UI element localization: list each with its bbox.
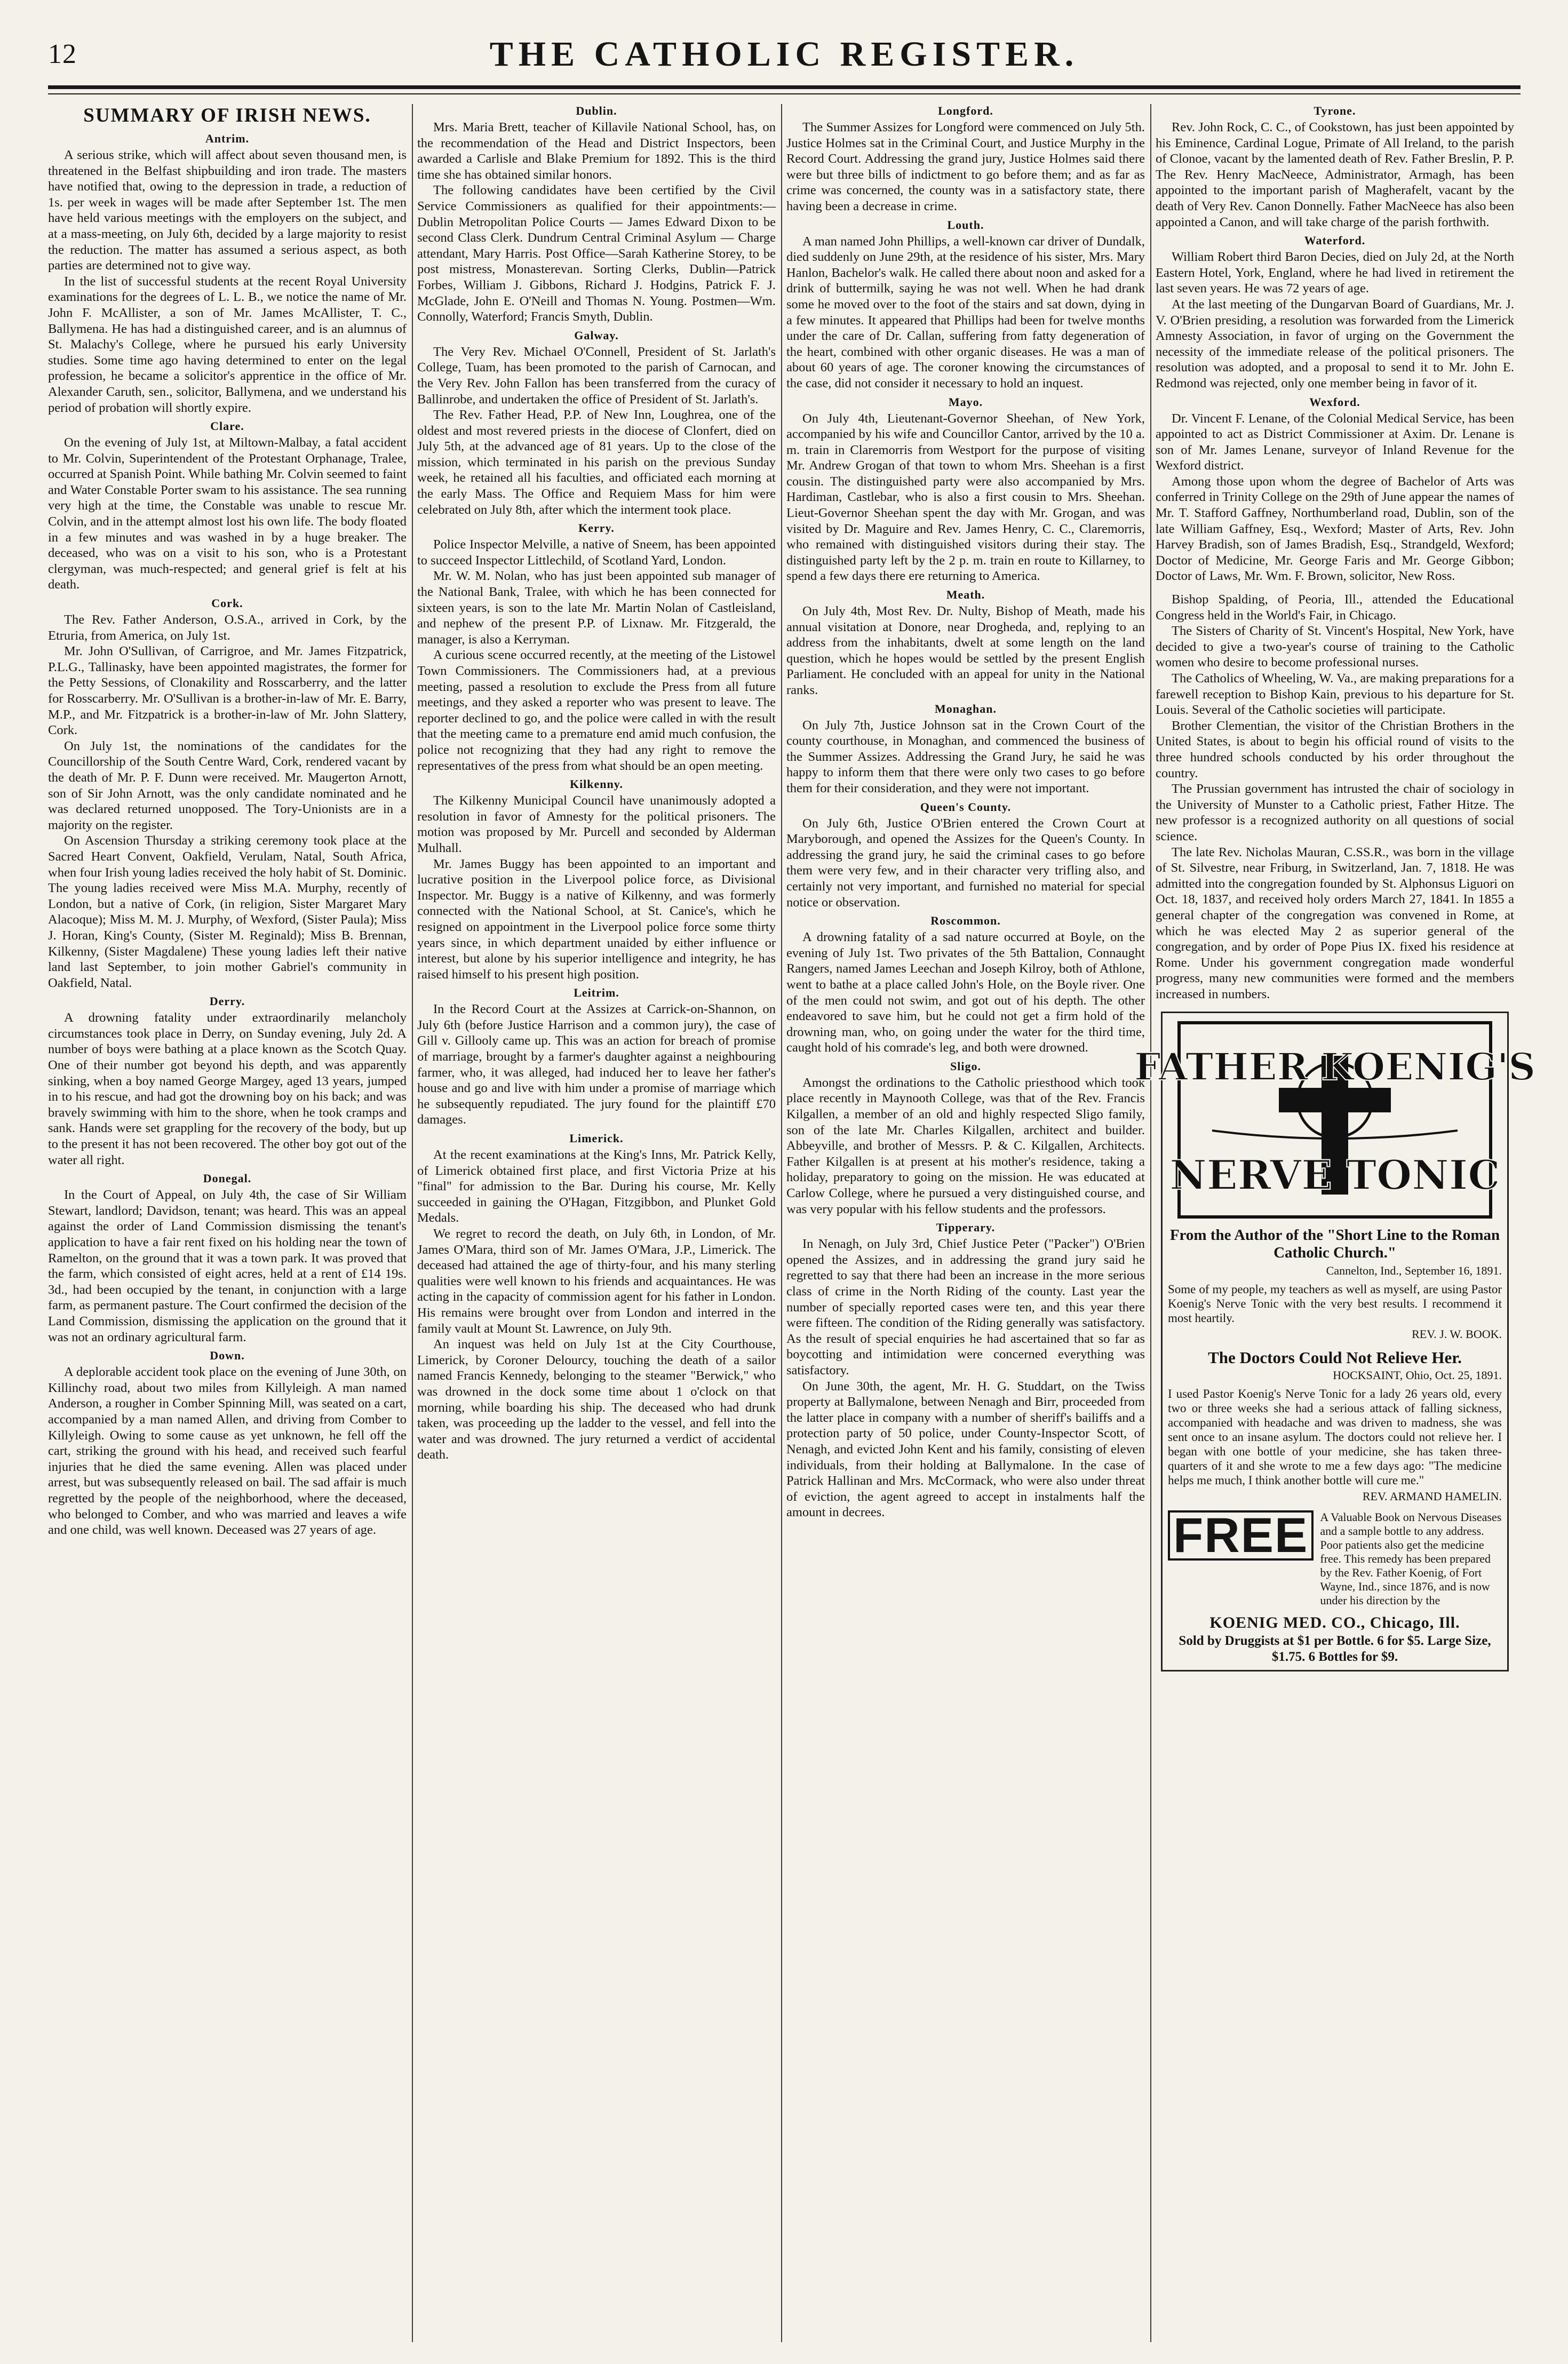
news-paragraph: The Rev. Father Head, P.P. of New Inn, Loughrea, one of the oldest and most revered priests in the diocese of Clonfert, died on July 5th, at the advanced age of 81 years. Up to the close of the mission, which terminated in his parish on the previous Sunday week, he retained all his faculties, and officiated each morning at the early Mass. The Office and Requiem Mass for him were celebrated on July 8th, after which the interment took place. [417,408,776,517]
news-paragraph: In the list of successful students at the recent Royal University examinations for the degrees of L. L. B., we notice the name of Mr. John F. McAllister, a son of Mr. James McAllister, T. C., Ballymena. He has had a distinguished career, and is an alumnus of St. Malachy's College, where he pursued his early University studies. Some time ago having determined to enter on the legal profession, he became a solicitor's apprentice in the office of Mr. Alexander Caruth, sen., solicitor, Ballymena, and we understand his period of probation will shortly expire. [48,274,407,415]
news-paragraph: The Rev. Father Anderson, O.S.A., arrived in Cork, by the Etruria, from America, on July 1st. [48,612,407,643]
county-heading: Waterford. [1304,234,1366,248]
county-heading: Kerry. [578,521,615,535]
news-paragraph: We regret to record the death, on July 6th, in London, of Mr. James O'Mara, third son of Mr. James O'Mara, J.P., Limerick. The deceased had attained the age of thirty-four, and his many sterling qualities were well known to his friends and acquaintances. He was acting in the capacity of commission agent for his father in London. His remains were brought over from London and interred in the family vault at Mount St. Lawrence, on July 9th. [417,1227,776,1336]
news-paragraph: Mr. W. M. Nolan, who has just been appointed sub manager of the National Bank, Tralee, with which he has been connected for sixteen years, is son to the late Mr. Martin Nolan of Castleisland, and nephew of the present P.P. of Lixnaw. Mr. Fitzgerald, the manager, is also a Kerryman. [417,569,776,647]
column-divider [781,104,782,2342]
news-paragraph: On Ascension Thursday a striking ceremony took place at the Sacred Heart Convent, Oakfield, Verulam, Natal, South Africa, when four Irish young ladies received the holy habit of St. Dominic. The young ladies received were Miss M.A. Murphy, recently of London, but a native of Cork, (in religion, Sister Margaret Mary Alacoque); Miss M. M. J. Murphy, of Wexford, (Sister Paula); Miss J. Horan, King's County, (Sister M. Reginald); Miss B. Brennan, Kilkenny, (Sister Magdalene) These young ladies left their native land last September, to join mother Gabriel's community in Oakfield, Natal. [48,833,407,990]
county-item-queens-county [786,800,1145,911]
county-item-louth [786,218,1145,392]
news-paragraph: A deplorable accident took place on the evening of June 30th, on Killinchy road, about two miles from Killyleigh. A man named Anderson, a rougher in Comber Spinning Mill, was seated on a cart, accompanied by a man named Allen, and driving from Comber to Killyleigh. Owing to some cause as yet unknown, he fell off the cart, striking the ground with his head, and received such fearful injuries that he died the same evening. Allen was placed under arrest, but was subsequently released on bail. The sad affair is much regretted by the people of the neighborhood, where the deceased, who belonged to Comber, and who was married and leaves a wife and one child, was well known. Deceased was 27 years of age. [48,1365,407,1538]
news-paragraph: Rev. John Rock, C. C., of Cookstown, has just been appointed by his Eminence, Cardinal Logue, Primate of All Ireland, to the parish of Clonoe, vacant by the lamented death of Rev. Father Breslin, P. P. The Rev. Henry MacNeece, Administrator, Armagh, has been appointed to the important parish of Magherafelt, vacant by the death of Very Rev. Canon Donnelly. Father MacNeece has also been appointed a Canon, and will take charge of the parish forthwith. [1156,120,1514,229]
ad-signature-2: REV. ARMAND HAMELIN. [1362,1489,1502,1503]
news-paragraph: At the recent examinations at the King's Inns, Mr. Patrick Kelly, of Limerick obtained first place, and first Victoria Prize at his "final" for admission to the Bar. During his course, Mr. Kelly succeeded in gaining the O'Hagan, Fitzgibbon, and Plunket Gold Medals. [417,1148,776,1225]
news-paragraph: The Catholics of Wheeling, W. Va., are making preparations for a farewell reception to Bishop Kain, previous to his departure for St. Louis. Several of the Catholic societies will participate. [1156,671,1514,718]
county-heading: Galway. [574,328,619,342]
free-badge: FREE [1168,1510,1314,1561]
company-name: KOENIG MED. CO., Chicago, Ill. [1209,1614,1460,1632]
ad-testimonial: Some of my people, my teachers as well as myself, are using Pastor Koenig's Nerve Tonic with the very best results. I recommend it most heartily. [1168,1283,1502,1325]
newspaper-title: THE CATHOLIC REGISTER. [489,35,1079,74]
news-paragraph: Bishop Spalding, of Peoria, Ill., attended the Educational Congress held in the World's Fair, in Chicago. [1156,592,1514,623]
logo-text-top: FATHER KOENIG'S [1134,1045,1535,1089]
county-item-kerry [417,521,776,774]
nerve-tonic-logo [1134,1018,1535,1221]
county-heading: Dublin. [576,104,617,117]
county-heading: Down. [210,1349,245,1363]
news-paragraph: An inquest was held on July 1st at the City Courthouse, Limerick, by Coroner Delourcy, touching the death of a sailor named Francis Kennedy, belonging to the steamer "Berwick," who was drowned in the dock some time about 1 o'clock on that morning, while boarding his ship. The deceased who had drunk taken, was proceeding up the ladder to the vessel, and fell into the water and was drowned. The jury returned a verdict of accidental death. [417,1337,776,1462]
news-paragraph: The Very Rev. Michael O'Connell, President of St. Jarlath's College, Tuam, has been promoted to the parish of Carnocan, and the Very Rev. John Fallon has been transferred from the curacy of Ballinrobe, and undertaken the office of President of St. Jarlath's. [417,344,776,407]
county-heading: Monaghan. [935,702,997,715]
ad-testimonial-2: I used Pastor Koenig's Nerve Tonic for a lady 26 years old, every two or three weeks she had a serious attack of falling sickness, accompanied with headache and was driven to madness, she was sent once to an insane asylum. The doctors could not relieve her. I began with one bottle of your medicine, she has taken three-quarters of it and she wrote to me a few days ago: "The medicine helps me much, I think another bottle will cure me." [1168,1387,1502,1487]
news-paragraph: On July 4th, Most Rev. Dr. Nulty, Bishop of Meath, made his annual visitation at Donore, near Drogheda, and, replying to an address from the inhabitants, dwelt at some length on the land question, which he hopes would be settled by the present English Parliament. He concluded with an appeal for unity in the National ranks. [786,604,1145,697]
county-heading: Leitrim. [574,986,619,1000]
logo-text-bottom: NERVE TONIC [1169,1151,1500,1199]
county-item-cork [48,596,407,991]
county-item-leitrim [417,985,776,1128]
county-heading: Derry. [209,994,245,1008]
news-paragraph: A man named John Phillips, a well-known car driver of Dundalk, died suddenly on June 29th, at the residence of his sister, Mrs. Mary Hanlon, Bachelor's walk. He called there about noon and asked for a drink of buttermilk, saying he was not well. When he had drank some he moved over to the foot of the stairs and sat down, dying in a few minutes. It appeared that Phillips had been for twelve months under the care of Dr. Callan, suffering from fatty degeneration of the heart, combined with other organic diseases. He was a man of about 60 years of age. The coroner knowing the circumstances of the case, did not consider it necessary to hold an inquest. [786,234,1145,391]
masthead-rule-thin [48,93,1521,94]
county-heading: Clare. [210,419,244,433]
news-paragraph: On the evening of July 1st, at Miltown-Malbay, a fatal accident to Mr. Colvin, Superintendent of the Protestant Orphanage, Tralee, occurred at Spanish Point. While bathing Mr. Colvin seemed to faint and Water Constable Porter swam to his assistance. The sea running very high at the time, the Constable was unable to rescue Mr. Colvin, and in the attempt almost lost his own life. The body floated in a few minutes and was washed in by a huge breaker. The deceased, who was on a visit to his son, who is a Protestant clergyman, was much-respected; and general grief is felt at his death. [48,435,407,592]
county-heading: Limerick. [569,1132,624,1145]
news-paragraph: Brother Clementian, the visitor of the Christian Brothers in the United States, is about to begin his official round of visits to the three hundred schools conducted by his order throughout the country. [1156,718,1514,781]
news-paragraph: Mr. John O'Sullivan, of Carrigroe, and Mr. James Fitzpatrick, P.L.G., Tallinasky, have been appointed magistrates, the former for the Petty Sessions, of Clonakility and Rosscarberry, and the latter for Rosscarberry. Mr. O'Sullivan is a brother-in-law of Mr. E. Barry, M.P., and Mr. Fitzpatrick is a brother-in-law of Mr. John Slattery, Cork. [48,644,407,738]
county-heading: Meath. [946,588,985,602]
news-paragraph: Police Inspector Melville, a native of Sneem, has been appointed to succeed Inspector Littlechild, of Scotland Yard, London. [417,537,776,568]
ad-signature: REV. J. W. BOOK. [1412,1327,1502,1341]
news-paragraph: In Nenagh, on July 3rd, Chief Justice Peter ("Packer") O'Brien opened the Assizes, and in addressing the grand jury said he regretted to say that there had been an increase in the more serious class of crime in the North Riding of the county. Last year the number of specially reported cases were ten, and this year there were fifteen. The condition of the Riding generally was satisfactory. As the result of special enquiries he had ascertained that so far as boycotting and intimidation were concerned everything was satisfactory. [786,1237,1145,1378]
column-2 [417,101,776,2347]
county-item-wexford [1156,395,1514,585]
news-paragraph: The late Rev. Nicholas Mauran, C.SS.R., was born in the village of St. Silvestre, near Friburg, in Switzerland, Jan. 7, 1818. He was admitted into the congregation founded by St. Alphonsus Liguori on Oct. 18, 1837, and received holy orders March 27, 1841. In 1855 a general chapter of the congregation was convened in Rome, at which he was elected May 2 as superior general of the congregation, and by order of Pope Pius IX. fixed his residence at Rome. Under his government congregation made wonderful progress, many new communities were formed and the members increased in numbers. [1156,845,1514,1001]
news-paragraph: On July 4th, Lieutenant-Governor Sheehan, of New York, accompanied by his wife and Councillor Cantor, arrived by the 10 a. m. train in Claremorris from Westport for the purpose of visiting Mr. Andrew Grogan of that town to whom Mrs. Sheehan is a first cousin. The distinguished party were also accompanied by Mrs. Hardiman, Castlebar, who is also a first cousin to Mrs. Sheehan. Lieut-Governor Sheehan spent the day with Mr. Grogan, and was visited by Dr. Maguire and Rev. James Henry, C. C., Claremorris, who remained with distinguished visitors during their stay. The distinguished party left by the 2 p. m. train en route to Killarney, to spend a few days there ere returning to America. [786,411,1145,584]
county-item-roscommon [786,913,1145,1056]
county-heading: Cork. [211,596,243,610]
county-item-mayo [786,395,1145,585]
ad-headline: From the Author of the "Short Line to the Roman Catholic Church." [1169,1227,1500,1262]
news-paragraph: A serious strike, which will affect about seven thousand men, is threatened in the Belfast shipbuilding and iron trade. The masters have notified that, owing to the depression in trade, a reduction of 1s. per week in wages will be made after September 1st. The men have held various meetings with the employers on the subject, and at a mass-meeting, on July 6th, decided by a large majority to resist the reduction. The matter has assumed a serious aspect, as both parties are determined not to give way. [48,148,407,273]
news-paragraph: At the last meeting of the Dungarvan Board of Guardians, Mr. J. V. O'Brien presiding, a resolution was forwarded from the Limerick Amnesty Association, in favor of urging on the Government the necessity of the immediate release of the political prisoners. The resolution was adopted, and a proposal to send it to Mr. John E. Redmond was rejected, only one member being in favor of it. [1156,297,1514,391]
ad-subhead: The Doctors Could Not Relieve Her. [1208,1348,1462,1367]
column-divider [412,104,413,2342]
news-paragraph: The Summer Assizes for Longford were commenced on July 5th. Justice Holmes sat in the Criminal Court, and Justice Murphy in the Record Court. Addressing the grand jury, Justice Holmes said there were but three bills of indictment to go before them; and as far as crime was concerned, the county was in a satisfactory state, there having been a decrease in crime. [786,120,1145,213]
free-offer [1168,1510,1502,1607]
news-paragraph: A drowning fatality under extraordinarily melancholy circumstances took place in Derry, on Sunday evening, July 2d. A number of boys were bathing at a place known as the Scotch Quay. One of their number got beyond his depth, and was apparently sinking, when a boy named George Margey, aged 13 years, jumped in to his rescue, and had got the drowning boy on his back; and was bravely swimming with him to the shore, when he took cramps and sank. Hands were set grappling for the recovery of the body, but up to the present it has not been recovered. The other boy got out of the water all right. [48,1010,407,1167]
county-item-donegal [48,1171,407,1345]
news-paragraph: The Sisters of Charity of St. Vincent's Hospital, New York, have decided to give a two-year's course of training to the Catholic women who desire to become professional nurses. [1156,624,1514,670]
county-item-tipperary [786,1220,1145,1521]
county-heading: Louth. [947,218,984,232]
county-item-limerick [417,1131,776,1463]
county-item-kilkenny [417,777,776,982]
news-paragraph: In the Court of Appeal, on July 4th, the case of Sir William Stewart, landlord; Davidson, tenant; was heard. This was an appeal against the order of Land Commission dismissing the tenant's application to have a fair rent fixed on his holding near the town of Ramelton, on the ground that it was a town park. It was proved that the farm, which consisted of eight acres, held at a rent of £14 19s. 3d., had been occupied by the tenant, in conjunction with a large farm, as permanent pasture. The Court confirmed the decision of the Land Commission, dismissing the application on the ground that it was not an ordinary agricultural farm. [48,1188,407,1344]
county-heading: Tyrone. [1314,104,1356,117]
news-paragraph: On July 1st, the nominations of the candidates for the Councillorship of the South Centre Ward, Cork, rendered vacant by the death of Mr. P. F. Dunn were received. Mr. Maugerton Arnott, son of Sir John Arnott, was the only candidate nominated and he was declared returned unopposed. The Tory-Unionists are in a majority on the register. [48,738,407,832]
county-item-longford [786,104,1145,214]
news-paragraph: A drowning fatality of a sad nature occurred at Boyle, on the evening of July 1st. Two privates of the 5th Battalion, Connaught Rangers, named James Leechan and Joseph Kilroy, both of Athlone, went to bathe at a place called John's Hole, on the Boyle river. One of the men could not swim, and got out of his depth. The other endeavored to save him, but he could not get a firm hold of the drowning man, who, on going under the water for the third time, caught hold of his comrade's leg, and both were drowned. [786,930,1145,1055]
county-item-down [48,1348,407,1538]
news-paragraph: Amongst the ordinations to the Catholic priesthood which took place recently in Maynooth College, was that of the Rev. Francis Kilgallen, a member of an old and highly respected Sligo family, son of the late Mr. Charles Kilgallen, architect and builder. Abbeyville, and brother of Messrs. P. & C. Kilgallen, Architects. Father Kilgallen is at present at his mother's residence, taking a holiday, preparatory to going on the mission. He was educated at Carlow College, where he pursued a very distinguished course, and was very popular with his fellow students and the professors. [786,1075,1145,1216]
column-3 [786,101,1145,2347]
ad-dateline: Cannelton, Ind., September 16, 1891. [1326,1264,1502,1278]
news-paragraph: A curious scene occurred recently, at the meeting of the Listowel Town Commissioners. The Commissioners had, at a previous meeting, passed a resolution to exclude the Press from all future meetings, and they asked a reporter who was present to leave. The reporter declined to go, and the police were called in with the result that the meeting came to a premature end amid much confusion, the police not recognizing that they had any right to remove the representatives of the press from what should be an open meeting. [417,648,776,773]
county-item-clare [48,419,407,593]
county-item-dublin [417,104,776,325]
county-heading: Antrim. [205,132,250,145]
news-paragraph: Among those upon whom the degree of Bachelor of Arts was conferred in Trinity College on the 29th of June appear the names of Mr. T. Stafford Gaffney, Northumberland road, Dublin, son of the late William Gaffney, Esq., Wexford; Master of Arts, Rev. John Harvey Bradish, son of James Bradish, Esq., Strandgeld, Wexford; Doctor of Medicine, Mr. George Faris and Mr. George Gibbon; Doctor of Laws, Mr. Wm. F. Brown, solicitor, New Ross. [1156,474,1514,584]
news-paragraph: On July 6th, Justice O'Brien entered the Crown Court at Maryborough, and opened the Assizes for the Queen's County. In addressing the grand jury, he said the criminal cases to go before them were very few, and in their character very trifling also, and certainly not very important, and furnished no material for special notice or observation. [786,816,1145,910]
county-item-tyrone [1156,104,1514,230]
page-number: 12 [48,39,77,69]
county-heading: Mayo. [948,395,983,409]
free-offer-text: A Valuable Book on Nervous Diseases and a sample bottle to any address. Poor patients also get the medicine free. This remedy has been prepared by the Rev. Father Koenig, of Fort Wayne, Ind., since 1876, and is now under his direction by the [1320,1510,1502,1607]
masthead-rule [48,85,1521,89]
county-heading: Longford. [938,104,993,117]
news-paragraph: The following candidates have been certified by the Civil Service Commissioners as qualified for their appointments:—Dublin Metropolitan Police Courts — James Edward Dixon to be second Class Clerk. Dundrum Central Criminal Asylum — Charge attendant, Mary Harris. Post Office—Sarah Katherine Storey, to be post mistress, Monasterevan. Sorting Clerks, Dublin—Patrick Forbes, William J. Gibbons, Richard J. Hodgins, Patrick F. J. McGlade, John E. O'Neill and Thomas N. Young. Postmen—Wm. Connolly, Waterford; Francis Smyth, Dublin. [417,183,776,324]
column-1 [48,101,407,2347]
county-item-galway [417,328,776,518]
news-paragraph: On July 7th, Justice Johnson sat in the Crown Court of the county courthouse, in Monaghan, and commenced the business of the Summer Assizes. Addressing the Grand Jury, he said he was happy to inform them that there were only two cases to go before them for their consideration, and they were not important. [786,718,1145,795]
county-item-monaghan [786,702,1145,797]
news-paragraph: On June 30th, the agent, Mr. H. G. Studdart, on the Twiss property at Ballymalone, between Nenagh and Birr, proceeded from the latter place in company with a number of sheriff's bailiffs and a protection party of 50 police, under County-Inspector Scott, of Nenagh, and evicted John Kent and his family, consisting of eleven individuals, from their holding at Ballymalone. In the case of Patrick Hallinan and Mrs. McCormack, who were also under threat of eviction, the agent agreed to accept in instalments half the amount in decrees. [786,1379,1145,1520]
news-paragraph: The Prussian government has intrusted the chair of sociology in the University of Munster to a Catholic priest, Father Hitze. The new professor is a recognized authority on all questions of social science. [1156,782,1514,843]
news-paragraph: The Kilkenny Municipal Council have unanimously adopted a resolution in favor of Amnesty for the political prisoners. The motion was proposed by Mr. Purcell and seconded by Alderman Mulhall. [417,793,776,855]
county-item-waterford [1156,233,1514,391]
county-heading: Sligo. [950,1059,981,1073]
county-item-antrim [48,131,407,416]
county-item-derry [48,994,407,1168]
general-news [1156,592,1514,1002]
county-item-meath [786,587,1145,698]
news-paragraph: Dr. Vincent F. Lenane, of the Colonial Medical Service, has been appointed to act as District Commissioner at Axim. Dr. Lenane is son of Mr. James Lenane, surveyor of Inland Revenue for the Wexford district. [1156,411,1514,473]
county-heading: Donegal. [203,1172,252,1185]
county-heading: Roscommon. [930,914,1001,928]
county-item-sligo [786,1059,1145,1217]
county-heading: Tipperary. [936,1221,996,1235]
news-paragraph: Mrs. Maria Brett, teacher of Killavile National School, has, on the recommendation of the Head and District Inspectors, been awarded a Carlisle and Blake Premium for 1892. This is the third time she has obtained similar honors. [417,120,776,182]
county-heading: Wexford. [1309,395,1360,409]
county-heading: Kilkenny. [569,777,624,791]
section-title: SUMMARY OF IRISH NEWS. [83,105,371,126]
price-line: Sold by Druggists at $1 per Bottle. 6 for $5. Large Size, $1.75. 6 Bottles for $9. [1179,1634,1491,1664]
news-paragraph: William Robert third Baron Decies, died on July 2d, at the North Eastern Hotel, York, England, where he had lived in retirement the last seven years. He was 72 years of age. [1156,250,1514,296]
ad-dateline-2: HOCKSAINT, Ohio, Oct. 25, 1891. [1333,1368,1502,1382]
county-heading: Queen's County. [920,800,1012,814]
column-divider [1150,104,1151,2342]
column-4 [1134,101,1535,2347]
news-paragraph: Mr. James Buggy has been appointed to an important and lucrative position in the Liverpool police force, as Divisional Inspector. Mr. Buggy is a native of Kilkenny, and was formerly connected with the National School, at St. Canice's, which he resigned on appointment in the Liverpool police force some thirty years since, in which department unaided by either influence or interest, but alone by his superior intelligence and integrity, he has raised himself to his present high position. [417,856,776,982]
nerve-tonic-advertisement [1134,1012,1535,1671]
news-paragraph: In the Record Court at the Assizes at Carrick-on-Shannon, on July 6th (before Justice Harrison and a common jury), the case of Gill v. Gillooly came up. This was an action for breach of promise of marriage, brought by a farmer's daughter against a neighbouring farmer, who, it was alleged, had induced her to leave her father's house and go and live with him under a promise of marriage which he subsequently repudiated. The jury found for the plaintiff £70 damages. [417,1002,776,1127]
